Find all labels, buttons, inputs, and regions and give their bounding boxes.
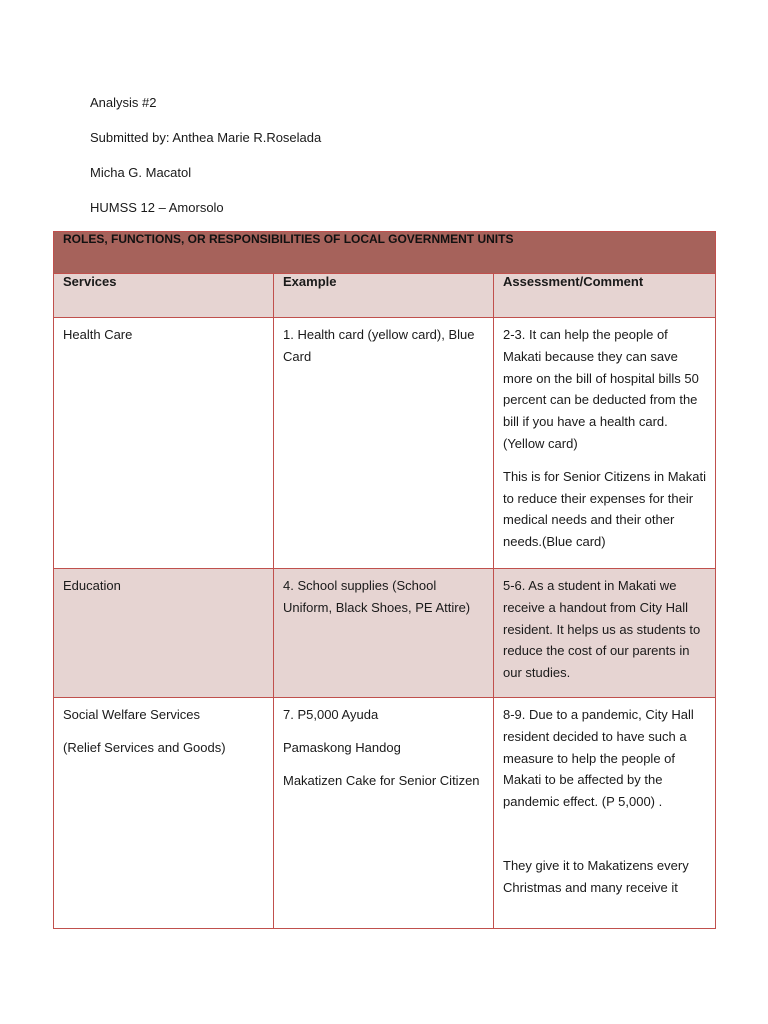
example-text: 1. Health card (yellow card), Blue Card <box>283 327 475 364</box>
co-author: Micha G. Macatol <box>90 165 192 180</box>
lgu-roles-table <box>53 231 716 929</box>
example-cell <box>274 698 494 929</box>
assessment-cell <box>494 698 716 929</box>
class-section: HUMSS 12 – Amorsolo <box>90 200 224 215</box>
assessment-cell <box>494 318 716 569</box>
service-cell <box>54 698 274 929</box>
assessment-text: They give it to Makatizens every Christmas and many receive it <box>503 857 689 895</box>
service-cell <box>54 569 274 698</box>
submitted-by: Submitted by: Anthea Marie R.Roselada <box>90 130 322 145</box>
example-cell <box>274 569 494 698</box>
table-row <box>54 318 716 569</box>
analysis-number: Analysis #2 <box>90 95 157 110</box>
service-subtext: (Relief Services and Goods) <box>63 739 226 755</box>
assessment-text: 2-3. It can help the people of Makati because they can save more on the bill of hospital bills 50 percent can be deducted from the bill if you have a health card. (Yellow card) <box>503 327 699 451</box>
example-cell <box>274 318 494 569</box>
example-text: 7. P5,000 Ayuda <box>283 707 379 722</box>
assessment-text: 5-6. As a student in Makati we receive a handout from City Hall resident. It helps us as students to reduce the cost of our parents in our studies. <box>503 578 701 681</box>
service-text: Education <box>63 578 121 593</box>
table-row <box>54 569 716 698</box>
example-text: Pamaskong Handog <box>283 739 401 755</box>
example-text: 4. School supplies (School Uniform, Black Shoes, PE Attire) <box>283 578 471 615</box>
column-header-example: Example <box>274 274 494 318</box>
service-text: Social Welfare Services <box>63 707 201 722</box>
assessment-text: This is for Senior Citizens in Makati to reduce their expenses for their medical needs and their other needs.(Blue card) <box>503 468 707 550</box>
column-header-services: Services <box>54 274 274 318</box>
table-row <box>54 698 716 929</box>
example-text: Makatizen Cake for Senior Citizen <box>283 772 480 788</box>
service-cell <box>54 318 274 569</box>
column-header-assessment: Assessment/Comment <box>494 274 716 318</box>
column-header-row <box>54 274 716 318</box>
document-header <box>90 93 321 233</box>
assessment-text: 8-9. Due to a pandemic, City Hall resident decided to have such a measure to help the people of Makati to be affected by the pandemic effect. (P 5,000) . <box>503 707 694 810</box>
table-title-row <box>54 232 716 274</box>
assessment-cell <box>494 569 716 698</box>
service-text: Health Care <box>63 327 133 342</box>
table-title: ROLES, FUNCTIONS, OR RESPONSIBILITIES OF LOCAL GOVERNMENT UNITS <box>54 232 716 274</box>
